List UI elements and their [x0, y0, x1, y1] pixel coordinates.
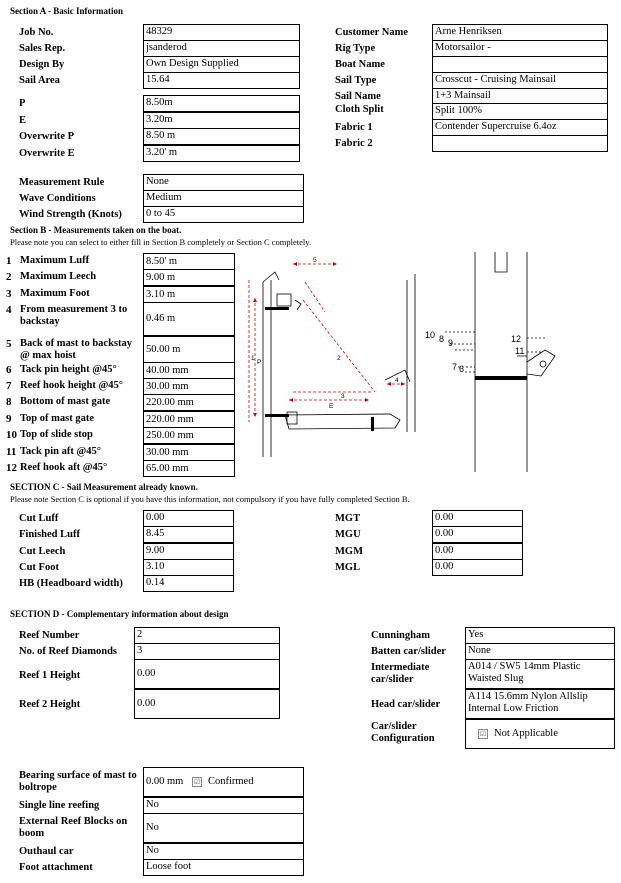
section-b-row-label: Maximum Leech — [20, 271, 97, 282]
mgl-label: MGL — [335, 562, 361, 573]
customer-name-field[interactable]: Arne Henriksen — [432, 24, 608, 41]
section-b-note: Please note you can select to either fill in Section B completely or Section C completely. — [10, 237, 312, 247]
section-b-row-value[interactable]: 65.00 mm — [143, 460, 235, 477]
design-by-field[interactable]: Own Design Supplied — [143, 56, 300, 73]
e-label: E — [19, 115, 27, 126]
fabric-1-field[interactable]: Contender Supercruise 6.4oz — [432, 119, 608, 136]
hb-label: HB (Headboard width) — [19, 578, 123, 589]
wind-strength-field[interactable]: 0 to 45 — [143, 206, 304, 223]
p-field[interactable]: 8.50m — [143, 95, 300, 112]
mgl-field[interactable]: 0.00 — [432, 559, 523, 576]
section-b-row-label: From measurement 3 to backstay — [20, 304, 128, 327]
hb-field[interactable]: 0.14 — [143, 575, 234, 592]
external-reef-field[interactable]: No — [143, 813, 304, 843]
customer-name-label: Customer Name — [335, 27, 408, 38]
section-b-row-label: Bottom of mast gate — [20, 396, 111, 407]
sail-area-field[interactable]: 15.64 — [143, 72, 300, 89]
section-c-title: SECTION C - Sail Measurement already known. — [10, 482, 198, 492]
sales-rep-field[interactable]: jsanderod — [143, 40, 300, 57]
sail-name-label: Sail Name — [335, 91, 381, 102]
job-no-field[interactable]: 48329 — [143, 24, 300, 41]
reef-diamonds-label: No. of Reef Diamonds — [19, 646, 117, 657]
section-b-row-label: Top of slide stop — [20, 429, 93, 440]
diagram-label-p: P — [257, 359, 262, 366]
section-b-row-label: Maximum Luff — [20, 255, 90, 266]
section-b-row-value[interactable]: 9.00 m — [143, 269, 235, 286]
external-reef-label: External Reef Blocks on boom — [19, 816, 128, 839]
section-b-row-label: Back of mast to backstay @ max hoist — [20, 338, 132, 361]
sail-type-label: Sail Type — [335, 75, 377, 86]
cunningham-field[interactable]: Yes — [465, 627, 615, 644]
car-config-field[interactable] — [465, 719, 615, 749]
intermediate-car-label: Intermediate car/slider — [371, 662, 430, 685]
diagram-label-5: 5 — [313, 257, 317, 264]
intermediate-car-field[interactable]: A014 / SW5 14mm Plastic Waisted Slug — [465, 659, 615, 689]
cut-leech-field[interactable]: 9.00 — [143, 543, 234, 560]
section-b-row-label: Maximum Foot — [20, 288, 90, 299]
diagram-label-7: 7 — [452, 362, 458, 372]
section-b-row-number: 4 — [6, 304, 12, 316]
wave-conditions-label: Wave Conditions — [19, 193, 96, 204]
fabric-1-label: Fabric 1 — [335, 122, 373, 133]
section-d-title: SECTION D - Complementary information about design — [10, 609, 229, 619]
boat-name-field[interactable] — [432, 56, 608, 73]
section-b-row-label: Reef hook aft @45° — [20, 462, 108, 473]
cunningham-label: Cunningham — [371, 630, 430, 641]
outhaul-label: Outhaul car — [19, 846, 74, 857]
diagram-label-3: 3 — [341, 393, 345, 400]
section-b-row-number: 6 — [6, 364, 12, 376]
sales-rep-label: Sales Rep. — [19, 43, 66, 54]
boat-name-label: Boat Name — [335, 59, 385, 70]
confirmed-checkbox-icon[interactable]: ☑ — [193, 777, 201, 786]
bearing-value: 0.00 mm — [146, 776, 184, 787]
p-label: P — [19, 98, 26, 109]
single-line-field[interactable]: No — [143, 797, 304, 814]
reef-2-height-field[interactable]: 0.00 — [134, 689, 280, 719]
section-b-row-number: 2 — [6, 271, 12, 283]
section-b-row-label: Tack pin aft @45° — [20, 446, 101, 457]
section-b-row-value[interactable]: 220.00 mm — [143, 411, 235, 428]
checkbox-icon[interactable]: ☑ — [479, 729, 487, 738]
cloth-split-label: Cloth Split — [335, 104, 384, 115]
foot-attach-field[interactable]: Loose foot — [143, 859, 304, 876]
finished-luff-label: Finished Luff — [19, 529, 80, 540]
diagram-label-1: 1 — [251, 355, 255, 362]
section-b-row-value[interactable]: 3.10 m — [143, 286, 235, 303]
section-b-row-label: Top of mast gate — [20, 413, 94, 424]
diagram-label-11: 11 — [515, 346, 525, 356]
diagram-label-e: E — [329, 403, 334, 410]
cut-foot-label: Cut Foot — [19, 562, 59, 573]
section-b-row-number: 1 — [6, 255, 12, 267]
wave-conditions-field[interactable]: Medium — [143, 190, 304, 207]
batten-car-field[interactable]: None — [465, 643, 615, 660]
section-b-row-value[interactable]: 0.46 m — [143, 302, 235, 336]
section-b-row-value[interactable]: 250.00 mm — [143, 427, 235, 444]
wind-strength-label: Wind Strength (Knots) — [19, 209, 122, 220]
section-c-note: Please note Section C is optional if you have this information, not compulsory if you have fully completed Section B. — [10, 494, 410, 504]
section-b-row-value[interactable]: 50.00 m — [143, 336, 235, 363]
reef-number-label: Reef Number — [19, 630, 80, 641]
car-config-value: Not Applicable — [494, 728, 558, 739]
overwrite-p-field[interactable]: 8.50 m — [143, 128, 300, 145]
section-b-row-number: 9 — [6, 413, 12, 425]
section-b-row-label: Tack pin height @45° — [20, 364, 117, 375]
section-b-row-number: 5 — [6, 338, 12, 350]
reef-diamonds-field[interactable]: 3 — [134, 643, 280, 660]
cloth-split-field[interactable]: Split 100% — [432, 103, 608, 120]
cut-foot-field[interactable]: 3.10 — [143, 559, 234, 576]
cut-luff-field[interactable]: 0.00 — [143, 510, 234, 527]
overwrite-e-field[interactable]: 3.20' m — [143, 145, 300, 162]
job-no-label: Job No. — [19, 27, 54, 38]
section-b-row-number: 10 — [6, 429, 17, 441]
diagram-label-9: 9 — [448, 338, 454, 348]
sail-area-label: Sail Area — [19, 75, 60, 86]
section-b-row-value[interactable]: 40.00 mm — [143, 362, 235, 379]
batten-car-label: Batten car/slider — [371, 646, 446, 657]
measurement-rule-label: Measurement Rule — [19, 177, 105, 188]
bearing-field[interactable] — [143, 767, 304, 797]
cut-leech-label: Cut Leech — [19, 546, 66, 557]
section-b-row-number: 8 — [6, 396, 12, 408]
rig-type-field[interactable]: Motorsailor - — [432, 40, 608, 57]
mgu-label: MGU — [335, 529, 361, 540]
mgt-field[interactable]: 0.00 — [432, 510, 523, 527]
mgt-label: MGT — [335, 513, 361, 524]
mgu-field[interactable]: 0.00 — [432, 526, 523, 543]
bearing-label: Bearing surface of mast to boltrope — [19, 770, 137, 793]
diagram-label-4: 4 — [395, 377, 399, 384]
section-b-row-number: 12 — [6, 462, 17, 474]
reef-1-height-label: Reef 1 Height — [19, 670, 81, 681]
section-b-row-value[interactable]: 220.00 mm — [143, 394, 235, 411]
rig-measurement-diagram — [245, 252, 615, 472]
cut-luff-label: Cut Luff — [19, 513, 59, 524]
confirmed-label: Confirmed — [207, 776, 254, 787]
section-a-title: Section A - Basic Information — [10, 6, 124, 16]
section-b-row-label: Reef hook height @45° — [20, 380, 123, 391]
diagram-label-12: 12 — [511, 334, 522, 344]
diagram-label-10: 10 — [425, 330, 436, 340]
head-car-field[interactable]: A114 15.6mm Nylon Allslip Internal Low Friction — [465, 689, 615, 719]
fabric-2-label: Fabric 2 — [335, 138, 373, 149]
design-by-label: Design By — [19, 59, 65, 70]
single-line-label: Single line reefing — [19, 800, 100, 811]
section-b-row-number: 7 — [6, 380, 12, 392]
overwrite-p-label: Overwrite P — [19, 131, 75, 142]
rig-type-label: Rig Type — [335, 43, 376, 54]
section-b-row-number: 3 — [6, 288, 12, 300]
sail-type-field[interactable]: Crosscut - Cruising Mainsail — [432, 72, 608, 89]
mgm-field[interactable]: 0.00 — [432, 543, 523, 560]
reef-number-field[interactable]: 2 — [134, 627, 280, 644]
diagram-label-8: 8 — [439, 334, 445, 344]
finished-luff-field[interactable]: 8.45 — [143, 526, 234, 543]
section-b-row-value[interactable]: 8.50' m — [143, 253, 235, 270]
foot-attach-label: Foot attachment — [19, 862, 93, 873]
overwrite-e-label: Overwrite E — [19, 148, 75, 159]
reef-1-height-field[interactable]: 0.00 — [134, 659, 280, 689]
outhaul-field[interactable]: No — [143, 843, 304, 860]
section-b-row-value[interactable]: 30.00 mm — [143, 444, 235, 461]
head-car-label: Head car/slider — [371, 699, 441, 710]
measurement-rule-field[interactable]: None — [143, 174, 304, 191]
e-field[interactable]: 3.20m — [143, 112, 300, 129]
sail-name-field[interactable]: 1+3 Mainsail — [432, 88, 608, 105]
section-b-title: Section B - Measurements taken on the boat. — [10, 225, 182, 235]
car-config-label: Car/slider Configuration — [371, 721, 435, 744]
diagram-label-2: 2 — [337, 355, 341, 362]
fabric-2-field[interactable] — [432, 135, 608, 152]
section-b-row-value[interactable]: 30.00 mm — [143, 378, 235, 395]
mgm-label: MGM — [335, 546, 363, 557]
diagram-label-6: 6 — [459, 364, 465, 374]
section-b-row-number: 11 — [6, 446, 17, 458]
reef-2-height-label: Reef 2 Height — [19, 699, 81, 710]
